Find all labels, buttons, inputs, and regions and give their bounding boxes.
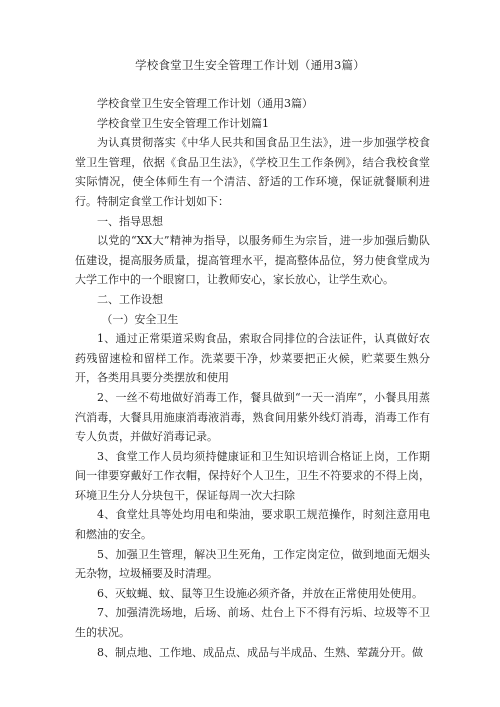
body-paragraph: 以党的“XX大”精神为指导，以服务师生为宗旨，进一步加强后勤队伍建设，提高服务质量，提高管理水平，提高整体品位，努力使食堂成为大学工作中的一个眼窗口，让教师安心，家长放心，让学生欢心。 (75, 234, 430, 287)
subtitle-line: 学校食堂卫生安全管理工作计划（通用3篇） (97, 97, 313, 110)
list-item: 6、灭蚊蝇、蚊、鼠等卫生设施必须齐备，并放在正常使用处使用。 (97, 586, 423, 600)
list-item: 2、一丝不苟地做好消毒工作，餐具做到“一天一消库”，小餐具用蒸汽消毒，大餐具用施康消毒液消毒，熟食间用紫外线灯消毒，消毒工作有专人负责，并做好消毒记录。 (75, 390, 430, 444)
body-paragraph: 为认真贯彻落实《中华人民共和国食品卫生法》，进一步加强学校食堂卫生管理，依据《食品卫生法》，《学校卫生工作条例》，结合我校食堂实际情况，使全体师生有一个清洁、舒适的工作环境，保证就餐顺利进行。特制定食堂工作计划如下： (75, 136, 430, 208)
list-item: 8、制点地、工作地、成品点、成品与半成品、生熟、荤蔬分开。做 (97, 645, 423, 659)
list-item: 1、通过正常渠道采购食品，索取合同排位的合法证件，认真做好农药残留速检和留样工作。洗菜要干净，炒菜要把正火候，贮菜要生熟分开，各类用具要分类摆放和使用 (75, 332, 430, 385)
subheading-safety-hygiene: （一）安全卫生 (101, 312, 179, 326)
section-heading: 学校食堂卫生安全管理工作计划篇1 (97, 116, 269, 130)
document-body (75, 94, 430, 662)
list-item: 5、加强卫生管理，解决卫生死角，工作定岗定位，做到地面无烟头无杂物，垃圾桶要及时清理。 (75, 547, 430, 581)
list-item: 4、食堂灶具等处均用电和柴油，要求职工规范操作，时刻注意用电和燃油的安全。 (75, 508, 430, 542)
heading-work-plan: 二、工作设想 (97, 292, 163, 306)
document-title: 学校食堂卫生安全管理工作计划（通用3篇） (135, 58, 365, 72)
list-item: 3、食堂工作人员均须持健康证和卫生知识培训合格证上岗，工作期间一律要穿戴好工作衣帽，保持好个人卫生，卫生不符要求的不得上岗，环境卫生分人分块包干，保证每周一次大扫除 (75, 449, 430, 502)
list-item: 7、加强清洗场地，后场、前场、灶台上下不得有污垢、垃圾等不卫生的状况。 (75, 606, 430, 640)
heading-guiding-ideology: 一、指导思想 (97, 214, 163, 228)
